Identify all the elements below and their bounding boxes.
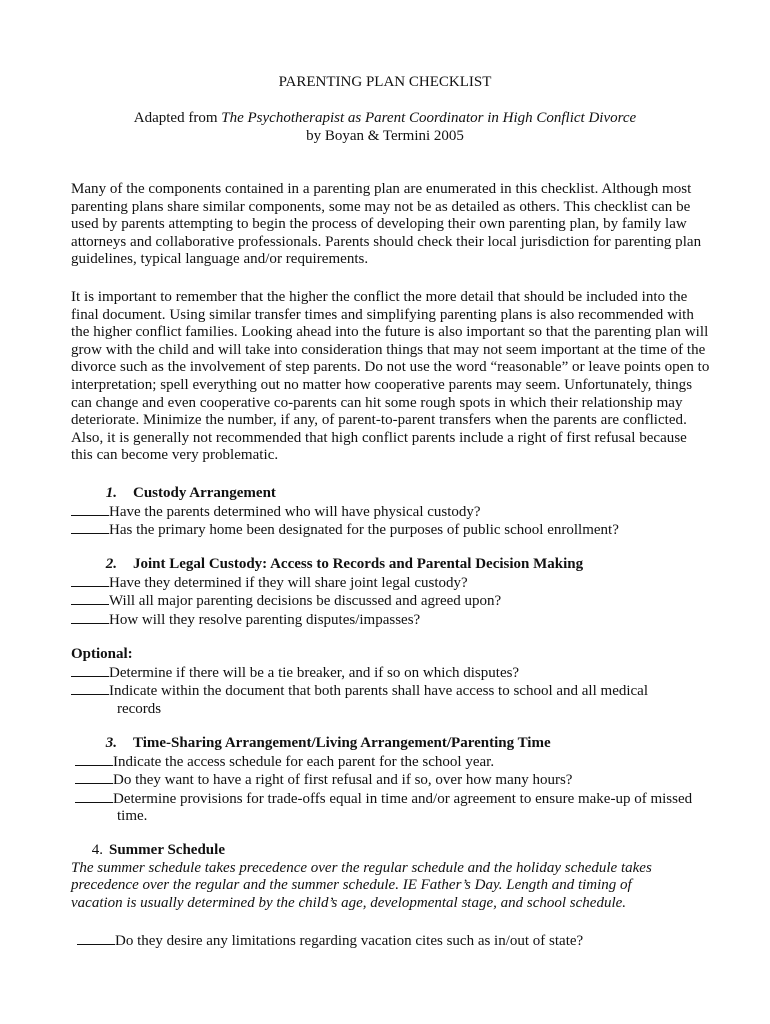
section-heading: [71, 485, 721, 503]
checklist-item: How will they resolve parenting disputes/impasses?: [71, 611, 721, 630]
checklist-item: Will all major parenting decisions be discussed and agreed upon?: [71, 592, 721, 611]
checklist-item: Do they desire any limitations regarding vacation cites such as in/out of state?: [77, 932, 727, 951]
checkbox-line[interactable]: [75, 790, 113, 803]
section-heading: [71, 735, 721, 753]
checklist-item: Indicate the access schedule for each parent for the school year.: [71, 753, 721, 772]
checkbox-line[interactable]: [77, 932, 115, 945]
section-time-sharing: [71, 735, 721, 826]
checklist-item-continuation: records: [117, 700, 162, 717]
checklist-item: Have the parents determined who will have physical custody?: [71, 503, 721, 522]
checkbox-line[interactable]: [75, 771, 113, 784]
section-summer-items: [77, 932, 727, 951]
section-number: 3.: [105, 735, 117, 751]
checkbox-line[interactable]: [71, 682, 109, 695]
section-number: 2.: [105, 556, 117, 572]
checklist-item: Determine if there will be a tie breaker, and if so on which disputes?: [71, 664, 721, 683]
checklist-item: Have they determined if they will share joint legal custody?: [71, 574, 721, 593]
optional-heading: Optional:: [71, 646, 133, 662]
section-title: Summer Schedule: [109, 842, 225, 858]
section-number: 4.: [91, 842, 103, 858]
section-heading: [71, 842, 721, 860]
checkbox-line[interactable]: [71, 521, 109, 534]
checklist-item: Do they want to have a right of first refusal and if so, over how many hours?: [71, 771, 721, 790]
section-title: Custody Arrangement: [133, 485, 276, 501]
checkbox-line[interactable]: [71, 503, 109, 516]
summer-schedule-note: The summer schedule takes precedence over the regular schedule and the holiday schedule takes precedence over the regular and the summer schedule. IE Father’s Day. Length and timing of vacation is usually determined by the child’s age, developmental stage, and school schedule.: [71, 859, 652, 911]
section-number: 1.: [105, 485, 117, 501]
document-subtitle: [0, 110, 770, 145]
section-summer-schedule: [71, 842, 721, 912]
adapted-line: [0, 110, 770, 128]
checkbox-line[interactable]: [71, 592, 109, 605]
checklist-item: Indicate within the document that both parents shall have access to school and all medical: [71, 682, 721, 701]
checklist-item: Has the primary home been designated for the purposes of public school enrollment?: [71, 521, 721, 540]
section-joint-legal-custody: [71, 556, 721, 629]
checkbox-line[interactable]: [71, 611, 109, 624]
checkbox-line[interactable]: [75, 753, 113, 766]
conflict-paragraph: It is important to remember that the higher the conflict the more detail that should be included into the final document. Using similar transfer times and simplifying parenting plans is also recommended with the higher conflict families. Looking ahead into the future is also important so that the parenting plan will grow with the child and will take into consideration things that may not seem important at the time of the divorce such as the involvement of step parents. Do not use the word “reasonable” or leave points open to interpretation; spell everything out no matter how cooperative parents may seem. Unfortunately, things can change and even cooperative co-parents can hit some rough spots in which their relationship may deteriorate. Minimize the number, if any, of parent-to-parent transfers when the parents are conflicted. Also, it is generally not recommended that high conflict parents include a right of first refusal because this can become very problematic.: [71, 289, 710, 464]
intro-paragraph: Many of the components contained in a parenting plan are enumerated in this checklist. Although most parenting plans share similar components, some may not be as detailed as others. This checklist can be used by parents attempting to begin the process of developing their own parenting plan, by family law attorneys and collaborative professionals. Parents should check their local jurisdiction for parenting plan guidelines, typical language and/or requirements.: [71, 181, 702, 268]
adapted-prefix: Adapted from: [133, 110, 222, 126]
section-title: Time-Sharing Arrangement/Living Arrangement/Parenting Time: [133, 735, 551, 751]
section-optional: [71, 646, 721, 718]
section-title: Joint Legal Custody: Access to Records and Parental Decision Making: [133, 556, 584, 572]
byline: by Boyan & Termini 2005: [306, 127, 464, 144]
checkbox-line[interactable]: [71, 574, 109, 587]
document-title: PARENTING PLAN CHECKLIST: [278, 74, 492, 90]
checkbox-line[interactable]: [71, 664, 109, 677]
adapted-work-title: The Psychotherapist as Parent Coordinator in High Conflict Divorce: [221, 110, 637, 126]
checklist-item: Determine provisions for trade-offs equal in time and/or agreement to ensure make-up of missed: [71, 790, 721, 809]
section-custody-arrangement: [71, 485, 721, 540]
section-heading: [71, 556, 721, 574]
checklist-item-continuation: time.: [117, 808, 148, 825]
